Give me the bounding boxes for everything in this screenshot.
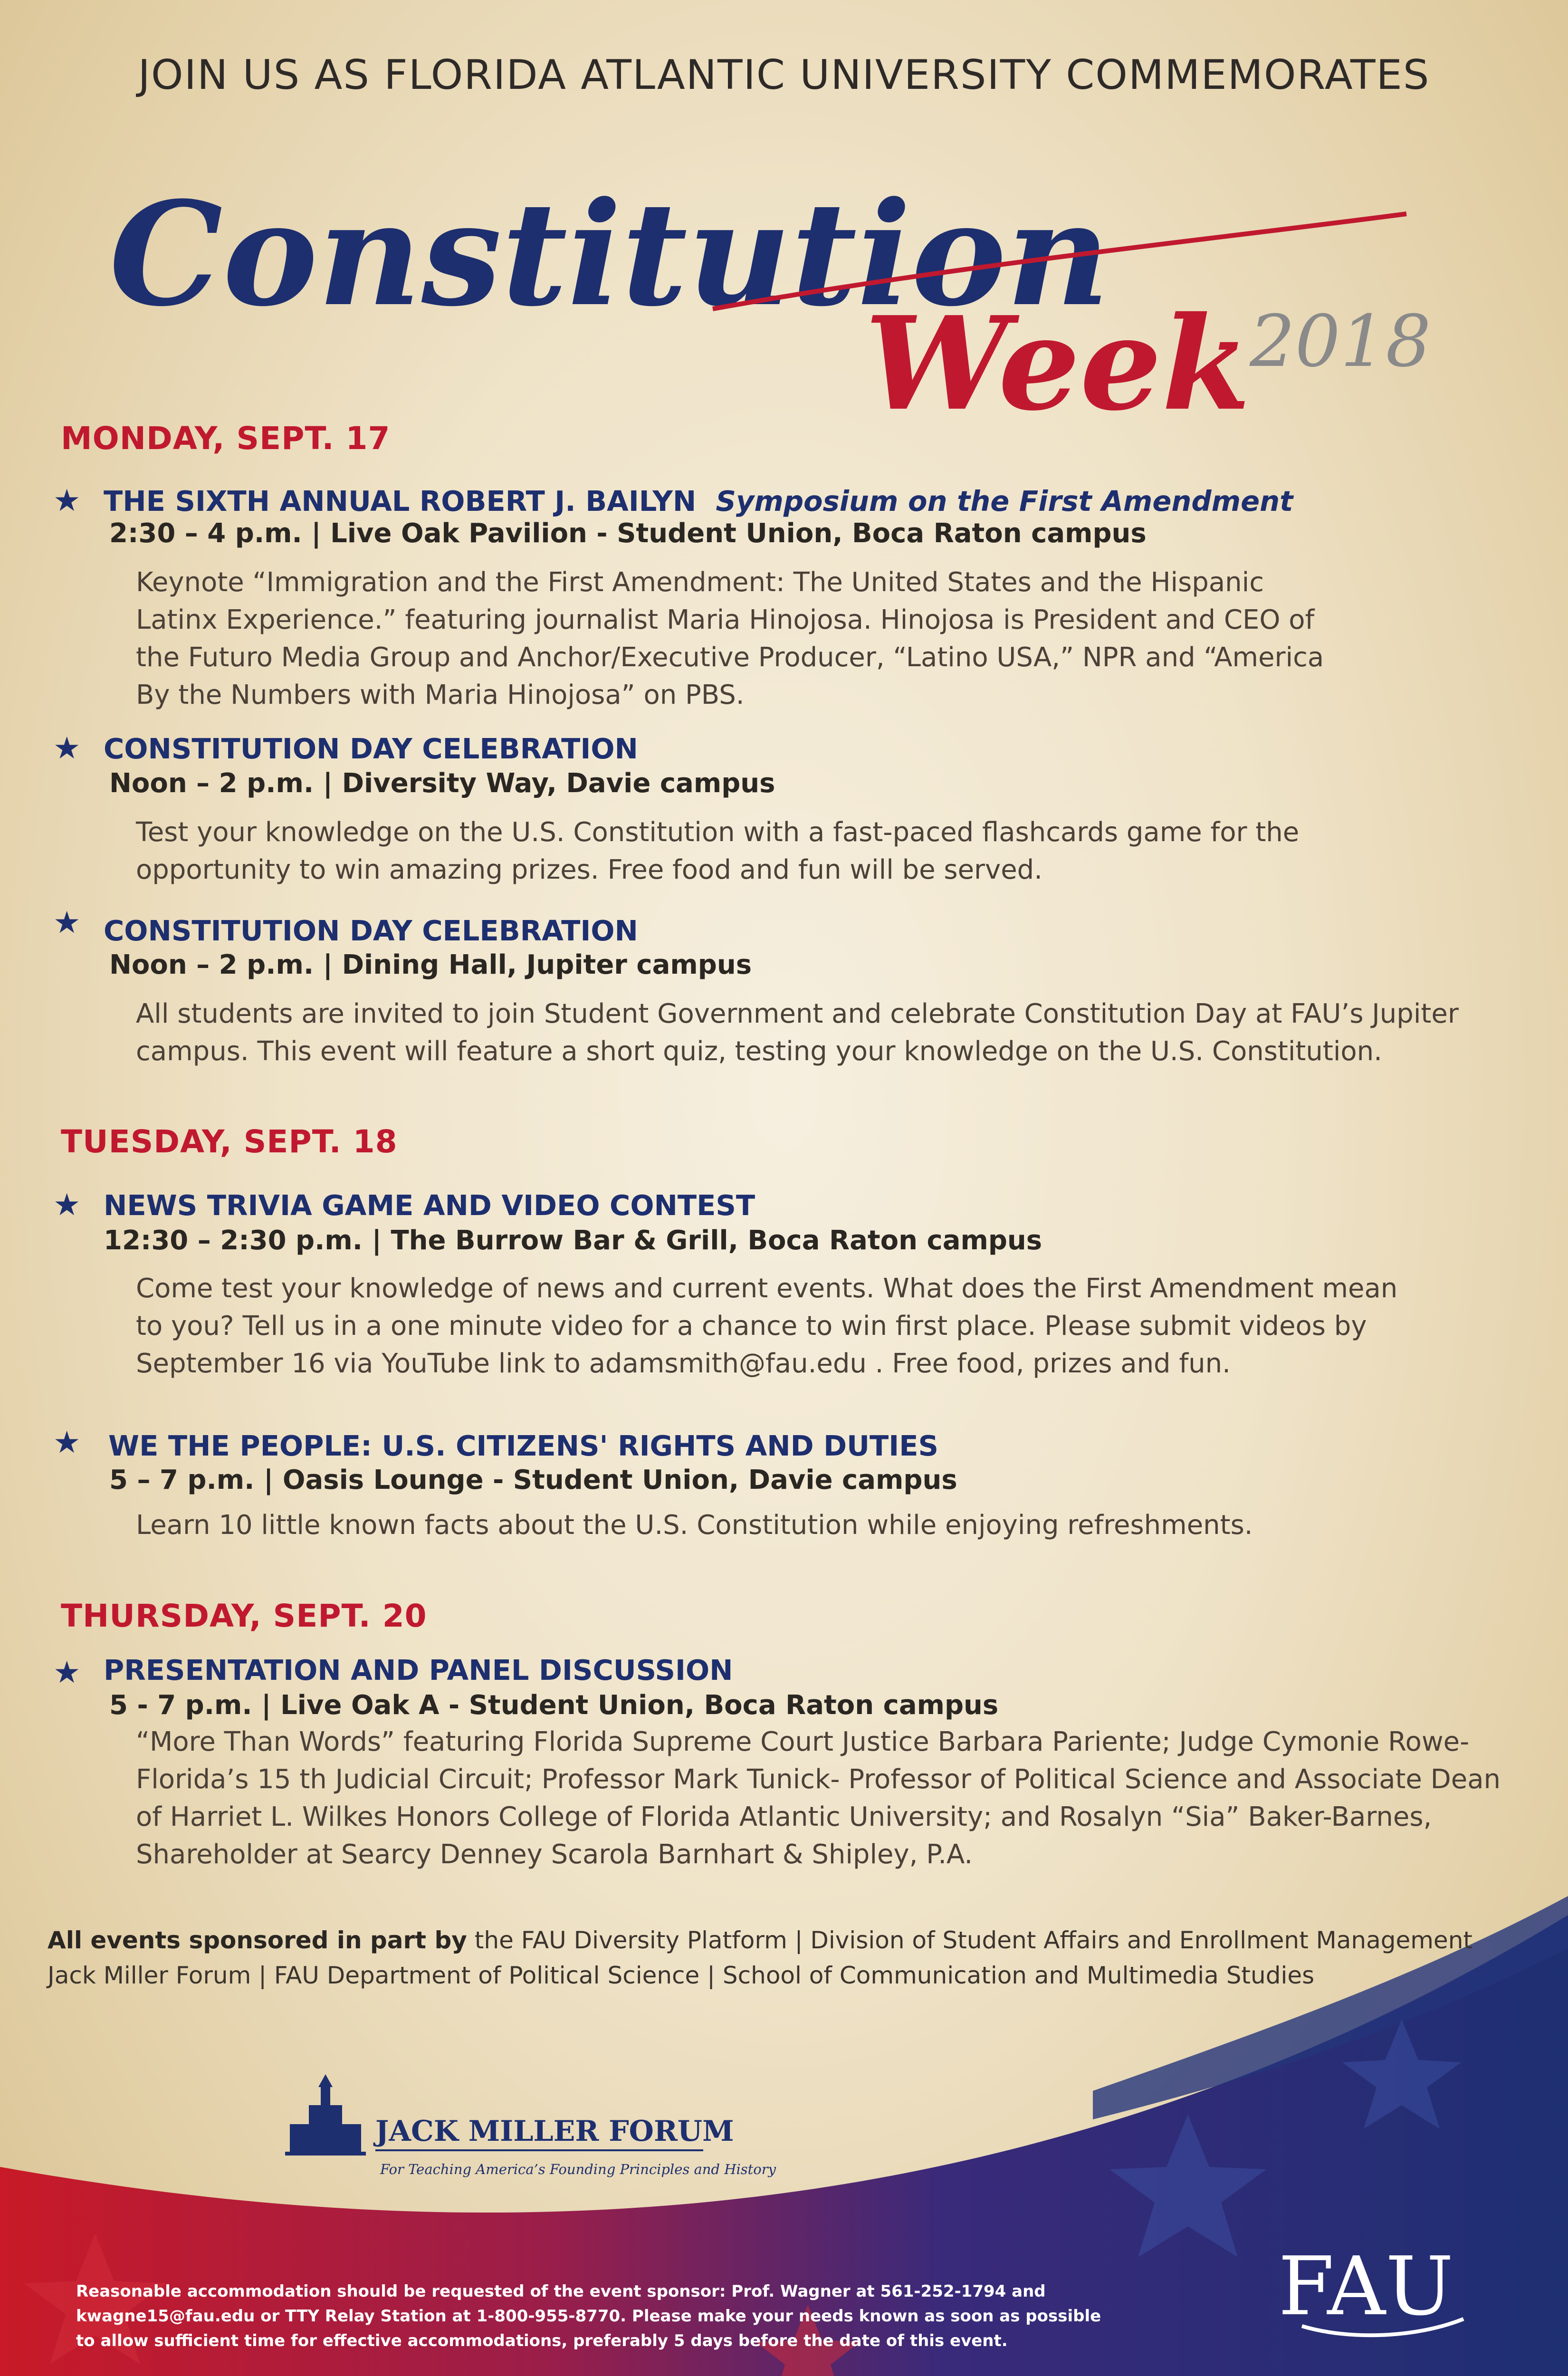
star-icon: ★ (53, 1188, 81, 1223)
event-time: 2:30 – 4 p.m. | Live Oak Pavilion - Student Union, Boca Raton campus (109, 518, 1147, 549)
star-icon: ★ (53, 1655, 81, 1690)
intro-heading: JOIN US AS FLORIDA ATLANTIC UNIVERSITY COMMEMORATES (138, 51, 1430, 99)
sponsors-text: All events sponsored in part by the FAU Diversity Platform | Division of Student Affairs and Enrollment Management Jack Miller Forum | FAU Department of Political Science | School of Communication and Multimedia Studies (48, 1926, 1472, 1989)
star-icon: ★ (53, 1425, 81, 1460)
day-heading: MONDAY, SEPT. 17 (61, 420, 391, 457)
event-title: THE SIXTH ANNUAL ROBERT J. BAILYN Symposium on the First Amendment (104, 485, 1293, 517)
star-icon: ★ (53, 731, 81, 766)
title-year: 2018 (1250, 300, 1431, 383)
svg-text:FAU: FAU (1278, 2240, 1454, 2334)
event-time: 5 - 7 p.m. | Live Oak A - Student Union, Boca Raton campus (109, 1690, 999, 1721)
title-main: Constitution (109, 170, 1110, 338)
event-description: Come test your knowledge of news and current events. What does the First Amendment mean to you? Tell us in a one minute video for a chance to win first place. Please submit videos by September 16 via YouTube link to adamsmith@fau.edu . Free food, prizes and fun. (136, 1273, 1398, 1379)
star-icon: ★ (53, 905, 81, 940)
star-icon: ★ (53, 483, 81, 518)
title-sub: Week (865, 288, 1251, 439)
event-title: CONSTITUTION DAY CELEBRATION (104, 732, 638, 765)
day-heading: THURSDAY, SEPT. 20 (61, 1598, 427, 1634)
accommodation-notice: Reasonable accommodation should be requested of the event sponsor: Prof. Wagner at 561-252-1794 and kwagne15@fau.edu or TTY Relay Station at 1-800-955-8770. Please make your needs known as soon as possible to allow sufficient time for effective accommodations, preferably 5 days before the date of this event. (76, 2282, 1101, 2350)
day-heading: TUESDAY, SEPT. 18 (61, 1123, 398, 1160)
event-time: 12:30 – 2:30 p.m. | The Burrow Bar & Grill, Boca Raton campus (104, 1225, 1042, 1256)
event-time: 5 – 7 p.m. | Oasis Lounge - Student Union, Davie campus (109, 1465, 957, 1495)
jmf-tagline: For Teaching America’s Founding Principles and History (380, 2161, 776, 2177)
jmf-name: JACK MILLER FORUM (375, 2115, 734, 2148)
event-title: PRESENTATION AND PANEL DISCUSSION (104, 1654, 733, 1686)
event-description: Keynote “Immigration and the First Amendment: The United States and the Hispanic Latinx Experience.” featuring journalist Maria Hinojosa. Hinojosa is President and CEO of the Futuro Media Group and Anchor/Executive Producer, “Latino USA,” NPR and “America By the Numbers with Maria Hinojosa” on PBS. (136, 567, 1324, 710)
event-description: Test your knowledge on the U.S. Constitution with a fast-paced flashcards game for the opportunity to win amazing prizes. Free food and fun will be served. (136, 817, 1300, 885)
jack-miller-forum-logo (285, 2072, 776, 2186)
sponsors-lead: All events sponsored in part by (48, 1926, 467, 1954)
fau-logo (1273, 2240, 1473, 2347)
title-logo (0, 124, 1568, 437)
event-description: “More Than Words” featuring Florida Supreme Court Justice Barbara Pariente; Judge Cymonie Rowe- Florida’s 15 th Judicial Circuit; Professor Mark Tunick- Professor of Political Science and Associate Dean of Harriet L. Wilkes Honors College of Florida Atlantic University; and Rosalyn “Sia” Baker-Barnes, Shareholder at Searcy Denney Scarola Barnhart & Shipley, P.A. (136, 1726, 1501, 1870)
event-title: CONSTITUTION DAY CELEBRATION (104, 914, 638, 947)
event-description: Learn 10 little known facts about the U.S. Constitution while enjoying refreshments. (136, 1510, 1253, 1541)
event-title: WE THE PEOPLE: U.S. CITIZENS' RIGHTS AND DUTIES (108, 1429, 939, 1462)
building-icon (285, 2074, 366, 2156)
event-description: All students are invited to join Student Government and celebrate Constitution Day at FAU’s Jupiter campus. This event will feature a short quiz, testing your knowledge on the U.S. Constitution. (136, 998, 1459, 1067)
event-time: Noon – 2 p.m. | Diversity Way, Davie campus (109, 768, 775, 799)
event-title: NEWS TRIVIA GAME AND VIDEO CONTEST (104, 1189, 755, 1222)
event-time: Noon – 2 p.m. | Dining Hall, Jupiter campus (109, 949, 752, 980)
